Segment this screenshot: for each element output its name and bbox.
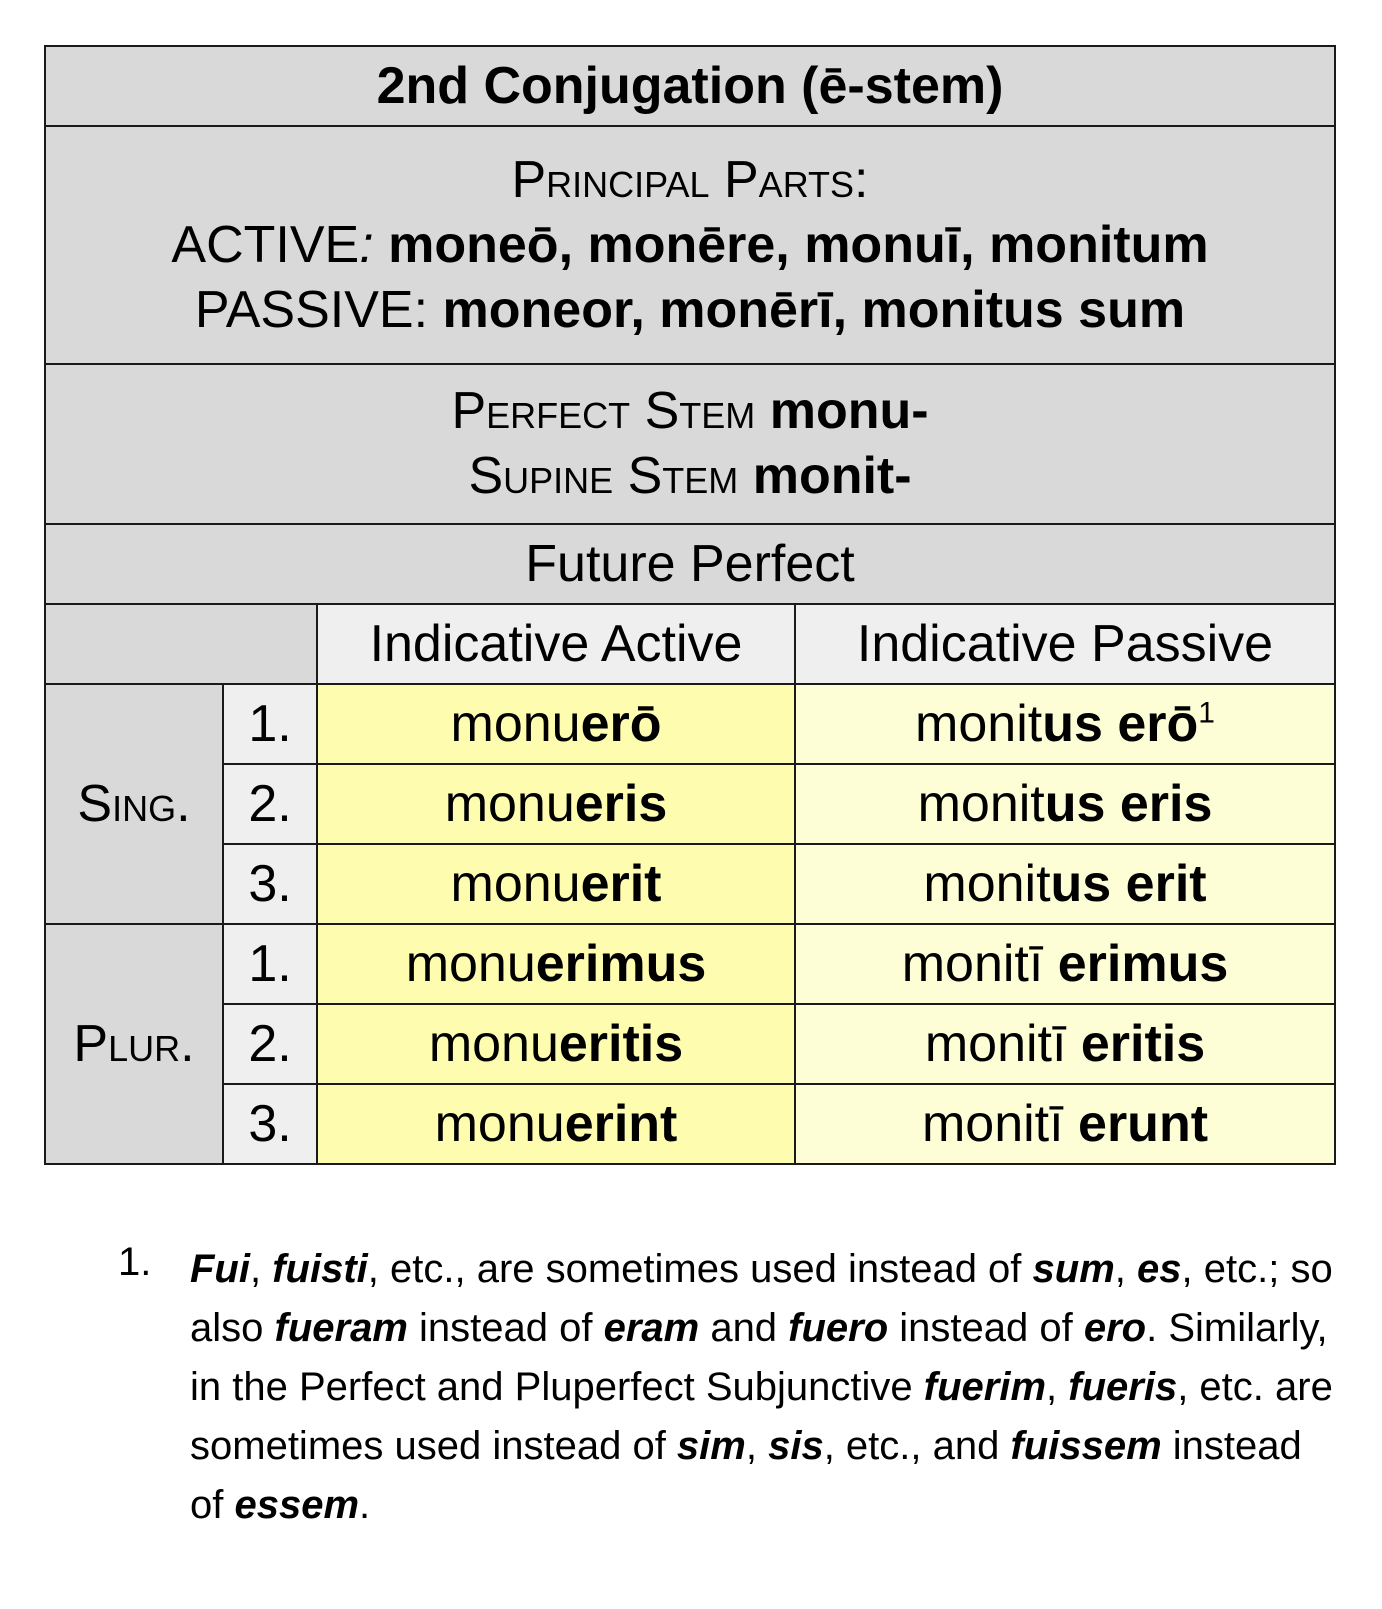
active-ending: erint — [564, 1094, 678, 1153]
footnote-number: 1. — [118, 1240, 152, 1284]
passive-principal-parts — [46, 278, 1334, 343]
footnote-text-run: and — [699, 1306, 789, 1350]
passive-ending: eritis — [1066, 1014, 1206, 1073]
active-stem: monu — [434, 1094, 565, 1153]
table-row — [45, 1084, 1335, 1164]
blank-header-cell — [45, 604, 317, 684]
footnote-marker: 1 — [1198, 696, 1215, 730]
active-stem: monu — [450, 854, 581, 913]
column-header-active: Indicative Active — [317, 604, 795, 684]
active-forms: moneō, monēre, monuī, monitum — [373, 215, 1209, 274]
perfect-stem-line — [46, 379, 1334, 444]
person-number: 3. — [223, 844, 317, 924]
footnote-text-run: instead of — [407, 1306, 604, 1350]
footnote-latin-word: sum — [1032, 1247, 1115, 1291]
active-form — [317, 764, 795, 844]
passive-ending: us erit — [1050, 854, 1207, 913]
active-ending: eritis — [558, 1014, 684, 1073]
perfect-stem: monu- — [769, 382, 929, 440]
active-colon: : — [359, 215, 374, 274]
table-row — [45, 764, 1335, 844]
active-ending: erit — [580, 854, 662, 913]
footnote-text-run: , — [745, 1424, 769, 1468]
footnote-text-run: , etc., and — [823, 1424, 1011, 1468]
passive-form — [795, 1084, 1335, 1164]
passive-form — [795, 844, 1335, 924]
footnotes — [118, 1240, 1338, 1535]
passive-stem: monitī — [921, 1094, 1064, 1153]
active-form — [317, 1004, 795, 1084]
passive-forms: moneor, monērī, monitus sum — [442, 280, 1186, 339]
table-title: 2nd Conjugation (ē-stem) — [45, 46, 1335, 126]
perfect-stem-label: Perfect Stem — [451, 382, 770, 440]
footnote-latin-word: fuissem — [1010, 1424, 1162, 1468]
active-form — [317, 844, 795, 924]
footnote-latin-word: ero — [1083, 1306, 1147, 1350]
table-row — [45, 684, 1335, 764]
footnote-text-run: , etc.; so also — [190, 1247, 1333, 1350]
principal-parts-cell — [45, 126, 1335, 364]
tense-heading: Future Perfect — [45, 524, 1335, 604]
active-stem: monu — [450, 694, 581, 753]
singular-label: Sing. — [45, 684, 223, 924]
passive-ending: us eris — [1044, 774, 1213, 833]
supine-stem: monit- — [752, 447, 912, 505]
active-stem: monu — [405, 934, 536, 993]
footnote-latin-word: eram — [603, 1306, 700, 1350]
table-row — [45, 844, 1335, 924]
footnote-text-run: , etc., are sometimes used instead of — [367, 1247, 1033, 1291]
plural-label: Plur. — [45, 924, 223, 1164]
table-row — [45, 924, 1335, 1004]
footnote-latin-word: fueris — [1068, 1365, 1178, 1409]
passive-stem: monitī — [901, 934, 1044, 993]
footnote-text-run: . Similarly, in the Perfect and Pluperfect Subjunctive — [190, 1306, 1328, 1409]
footnote-text-run: , — [249, 1247, 273, 1291]
passive-ending: erunt — [1063, 1094, 1209, 1153]
active-label: ACTIVE — [171, 215, 360, 274]
person-number: 1. — [223, 684, 317, 764]
footnote-text-run: , — [1046, 1365, 1069, 1409]
footnote-latin-word: fuero — [788, 1306, 889, 1350]
passive-stem: monitī — [924, 1014, 1067, 1073]
passive-form — [795, 764, 1335, 844]
passive-form — [795, 1004, 1335, 1084]
active-principal-parts — [46, 213, 1334, 278]
active-form — [317, 684, 795, 764]
footnote-latin-word: sis — [768, 1424, 824, 1468]
column-header-passive: Indicative Passive — [795, 604, 1335, 684]
footnote-text-run: . — [359, 1483, 371, 1527]
footnote-latin-word: fuerim — [923, 1365, 1047, 1409]
supine-stem-label: Supine Stem — [468, 447, 753, 505]
footnote-text-run: , etc. are sometimes used instead of — [190, 1365, 1333, 1468]
active-stem: monu — [428, 1014, 559, 1073]
footnote-latin-word: sim — [676, 1424, 746, 1468]
passive-stem: monit — [917, 774, 1045, 833]
table-row — [45, 1004, 1335, 1084]
footnote-text-run: instead of — [190, 1424, 1302, 1527]
footnote-latin-word: fueram — [274, 1306, 408, 1350]
passive-ending: erimus — [1043, 934, 1229, 993]
passive-stem: monit — [923, 854, 1051, 913]
active-ending: erō — [580, 694, 662, 753]
footnote-latin-word: fuisti — [272, 1247, 368, 1291]
principal-parts-label: Principal Parts: — [511, 150, 869, 209]
person-number: 3. — [223, 1084, 317, 1164]
footnote-latin-word: Fui — [190, 1247, 250, 1291]
footnote-text-run: , — [1114, 1247, 1138, 1291]
footnote-text — [190, 1240, 1338, 1535]
conjugation-table — [44, 45, 1336, 1165]
active-stem: monu — [444, 774, 575, 833]
person-number: 1. — [223, 924, 317, 1004]
passive-ending: us erō — [1042, 694, 1199, 753]
active-ending: erimus — [535, 934, 707, 993]
active-form — [317, 924, 795, 1004]
supine-stem-line — [46, 444, 1334, 509]
passive-label: PASSIVE: — [194, 280, 443, 339]
active-ending: eris — [574, 774, 668, 833]
person-number: 2. — [223, 764, 317, 844]
footnote-text-run: instead of — [888, 1306, 1084, 1350]
stems-cell — [45, 364, 1335, 524]
person-number: 2. — [223, 1004, 317, 1084]
passive-stem: monit — [915, 694, 1043, 753]
footnote-latin-word: essem — [234, 1483, 360, 1527]
active-form — [317, 1084, 795, 1164]
passive-form — [795, 684, 1335, 764]
conjugation-table-wrapper — [44, 45, 1334, 1165]
passive-form — [795, 924, 1335, 1004]
footnote-latin-word: es — [1137, 1247, 1182, 1291]
